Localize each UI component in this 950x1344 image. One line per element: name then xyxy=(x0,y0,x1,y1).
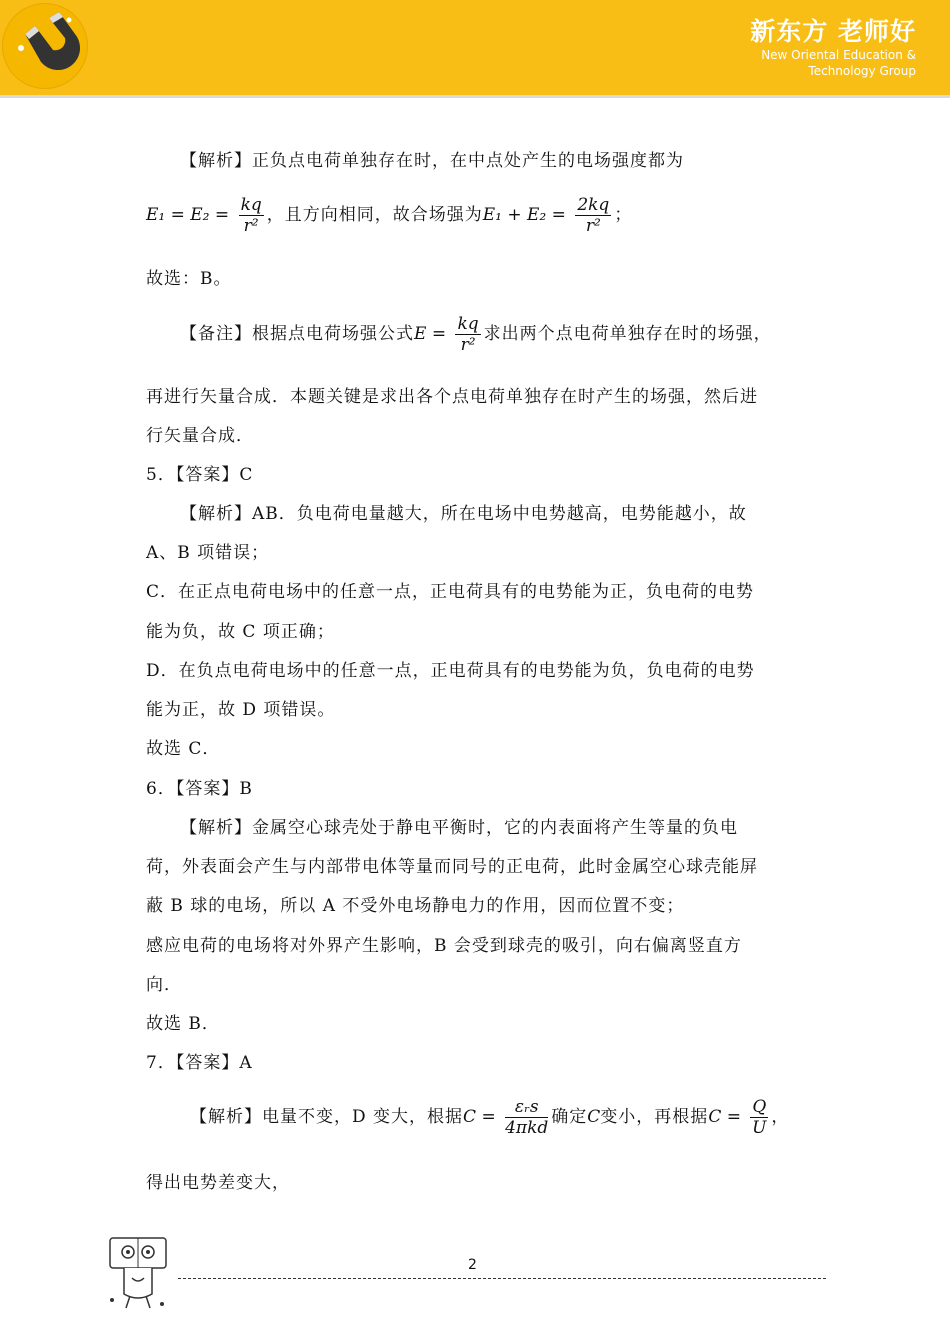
text-line: 再进行矢量合成．本题关键是求出各个点电荷单独存在时产生的场强，然后进 xyxy=(146,387,758,407)
text-segment: 【解析】电量不变，D 变大，根据 xyxy=(190,1107,464,1127)
text-line: C．在正点电荷电场中的任意一点，正电荷具有的电势能为正，负电荷的电势 xyxy=(146,582,755,602)
magnet-logo-icon xyxy=(2,3,88,89)
text-line: 得出电势差变大， xyxy=(146,1173,290,1193)
fraction-numerator: Q xyxy=(752,1097,767,1117)
brand-name-en-line2: Technology Group xyxy=(808,64,916,78)
text-segment: 【备注】根据点电荷场强公式 xyxy=(180,324,414,344)
brand-name-cn: 新东方 老师好 xyxy=(750,17,916,46)
footer-divider xyxy=(178,1278,826,1279)
fraction-q-u xyxy=(750,1097,768,1138)
fraction-capacitance xyxy=(505,1097,548,1138)
formula-line xyxy=(190,1097,789,1138)
brand-name-en-line1: New Oriental Education & xyxy=(761,48,916,62)
answer-line: 5．【答案】C xyxy=(146,465,254,485)
formula-e1-e2: E₁ = E₂ = xyxy=(146,205,230,225)
fraction-denominator: r² xyxy=(585,216,601,236)
fraction-numerator: kq xyxy=(240,195,262,215)
formula-sum: E₁ + E₂ = xyxy=(482,205,566,225)
text-segment: ； xyxy=(614,205,633,225)
fraction-kq-r2 xyxy=(239,195,264,236)
text-line: 故选 C． xyxy=(146,739,221,759)
text-line: 【解析】AB．负电荷电量越大，所在电场中电势越高，电势能越小，故 xyxy=(180,504,747,524)
formula-line xyxy=(180,314,772,355)
text-line: 向． xyxy=(146,975,182,995)
fraction-numerator: kq xyxy=(457,314,479,334)
formula-c-var: C xyxy=(587,1107,601,1127)
text-line: 感应电荷的电场将对外界产生影响，B 会受到球壳的吸引，向右偏离竖直方 xyxy=(146,936,742,956)
fraction-denominator: r² xyxy=(460,335,476,355)
fraction-denominator: r² xyxy=(243,216,259,236)
text-segment: 变小，再根据 xyxy=(600,1107,709,1127)
answer-line: 6．【答案】B xyxy=(146,779,253,799)
text-segment: ，且方向相同，故合场强为 xyxy=(266,205,483,225)
answer-line: 7．【答案】A xyxy=(146,1053,253,1073)
text-segment: ， xyxy=(771,1107,790,1127)
page-number: 2 xyxy=(468,1257,477,1273)
text-line: 荷，外表面会产生与内部带电体等量而同号的正电荷，此时金属空心球壳能屏 xyxy=(146,857,758,877)
formula-c: C = xyxy=(708,1107,741,1127)
text-line: 故选 B． xyxy=(146,1014,220,1034)
fraction-2kq-r2 xyxy=(575,195,611,236)
owl-mascot-icon xyxy=(104,1234,170,1314)
text-line: D．在负点电荷电场中的任意一点，正电荷具有的电势能为负，负电荷的电势 xyxy=(146,661,755,681)
fraction-numerator: 2kq xyxy=(577,195,610,215)
fraction-kq-r2 xyxy=(455,314,480,355)
text-line: 能为正，故 D 项错误。 xyxy=(146,700,336,720)
formula-c: C = xyxy=(463,1107,496,1127)
formula-e: E = xyxy=(414,324,447,344)
text-line: A、B 项错误； xyxy=(146,543,270,563)
text-line: 【解析】金属空心球壳处于静电平衡时，它的内表面将产生等量的负电 xyxy=(180,818,738,838)
text-line: 【解析】正负点电荷单独存在时，在中点处产生的电场强度都为 xyxy=(180,151,684,171)
text-segment: 确定 xyxy=(551,1107,588,1127)
fraction-denominator: U xyxy=(752,1118,767,1138)
formula-line xyxy=(146,195,632,236)
text-line: 行矢量合成． xyxy=(146,426,254,446)
text-line: 故选：B。 xyxy=(146,269,232,289)
header-divider xyxy=(0,95,950,98)
page-header xyxy=(0,0,950,95)
fraction-denominator: 4πkd xyxy=(505,1118,549,1138)
text-segment: 求出两个点电荷单独存在时的场强， xyxy=(483,324,772,344)
text-line: 能为负，故 C 项正确； xyxy=(146,622,335,642)
text-line: 蔽 B 球的电场，所以 A 不受外电场静电力的作用，因而位置不变； xyxy=(146,896,685,916)
fraction-numerator: εᵣs xyxy=(505,1097,548,1118)
